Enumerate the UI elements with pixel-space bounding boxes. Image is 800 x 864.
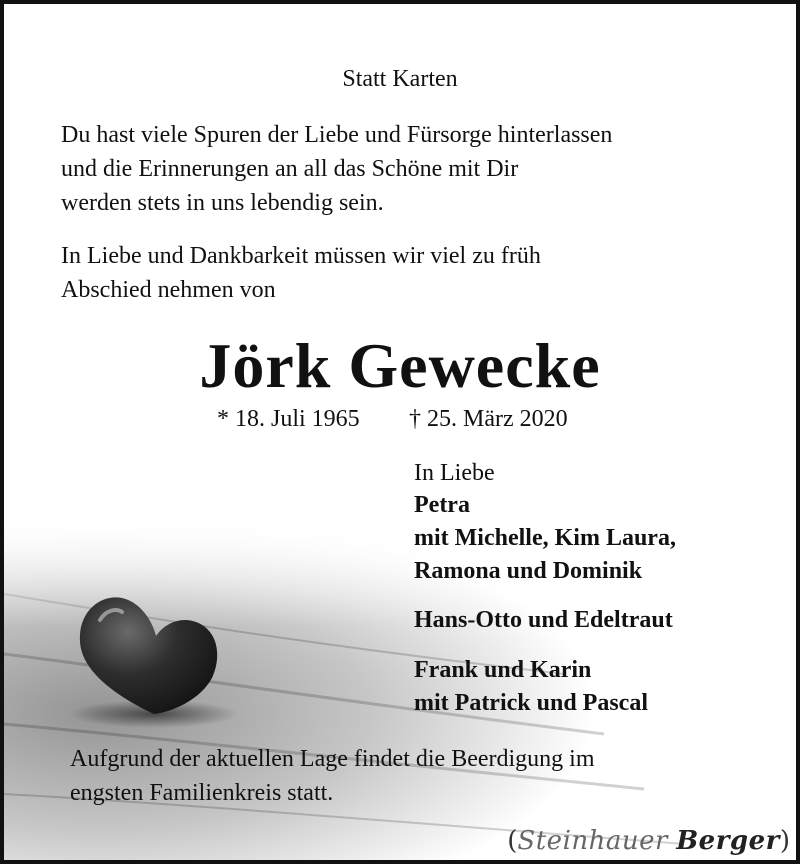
poem-line: und die Erinnerungen an all das Schöne mit Dir xyxy=(61,156,519,182)
poem-line: werden stets in uns lebendig sein. xyxy=(61,190,384,216)
poem-line: Du hast viele Spuren der Liebe und Fürsorge hinterlassen xyxy=(61,122,613,148)
mourners-intro: In Liebe xyxy=(414,460,495,486)
mourner-line: mit Michelle, Kim Laura, xyxy=(414,525,676,551)
funeral-note-line: Aufgrund der aktuellen Lage findet die Beerdigung im xyxy=(70,746,595,772)
intro-line: In Liebe und Dankbarkeit müssen wir viel zu früh xyxy=(61,243,541,269)
intro-line: Abschied nehmen von xyxy=(61,277,276,303)
header-statt-karten: Statt Karten xyxy=(342,66,458,92)
death-date: † 25. März 2020 xyxy=(409,406,568,432)
logo-berger: Berger xyxy=(676,826,780,856)
heart-on-wood-photo xyxy=(4,524,800,864)
birth-date: * 18. Juli 1965 xyxy=(217,406,360,432)
mourner-line: Ramona und Dominik xyxy=(414,558,643,584)
mourner-line: mit Patrick und Pascal xyxy=(414,690,648,716)
deceased-name: Jörk Gewecke xyxy=(199,330,601,401)
logo-steinhauer: Steinhauer xyxy=(517,826,668,856)
mourner-line: Frank und Karin xyxy=(414,657,592,683)
mourner-line: Hans-Otto und Edeltraut xyxy=(414,607,673,633)
logo-paren: ( xyxy=(507,826,518,856)
logo-paren: ) xyxy=(779,826,790,856)
heart-on-wooden-boards-photo xyxy=(4,524,800,864)
publisher-logo xyxy=(507,826,790,856)
funeral-note-line: engsten Familienkreis statt. xyxy=(70,780,334,806)
mourner-line: Petra xyxy=(414,492,470,518)
